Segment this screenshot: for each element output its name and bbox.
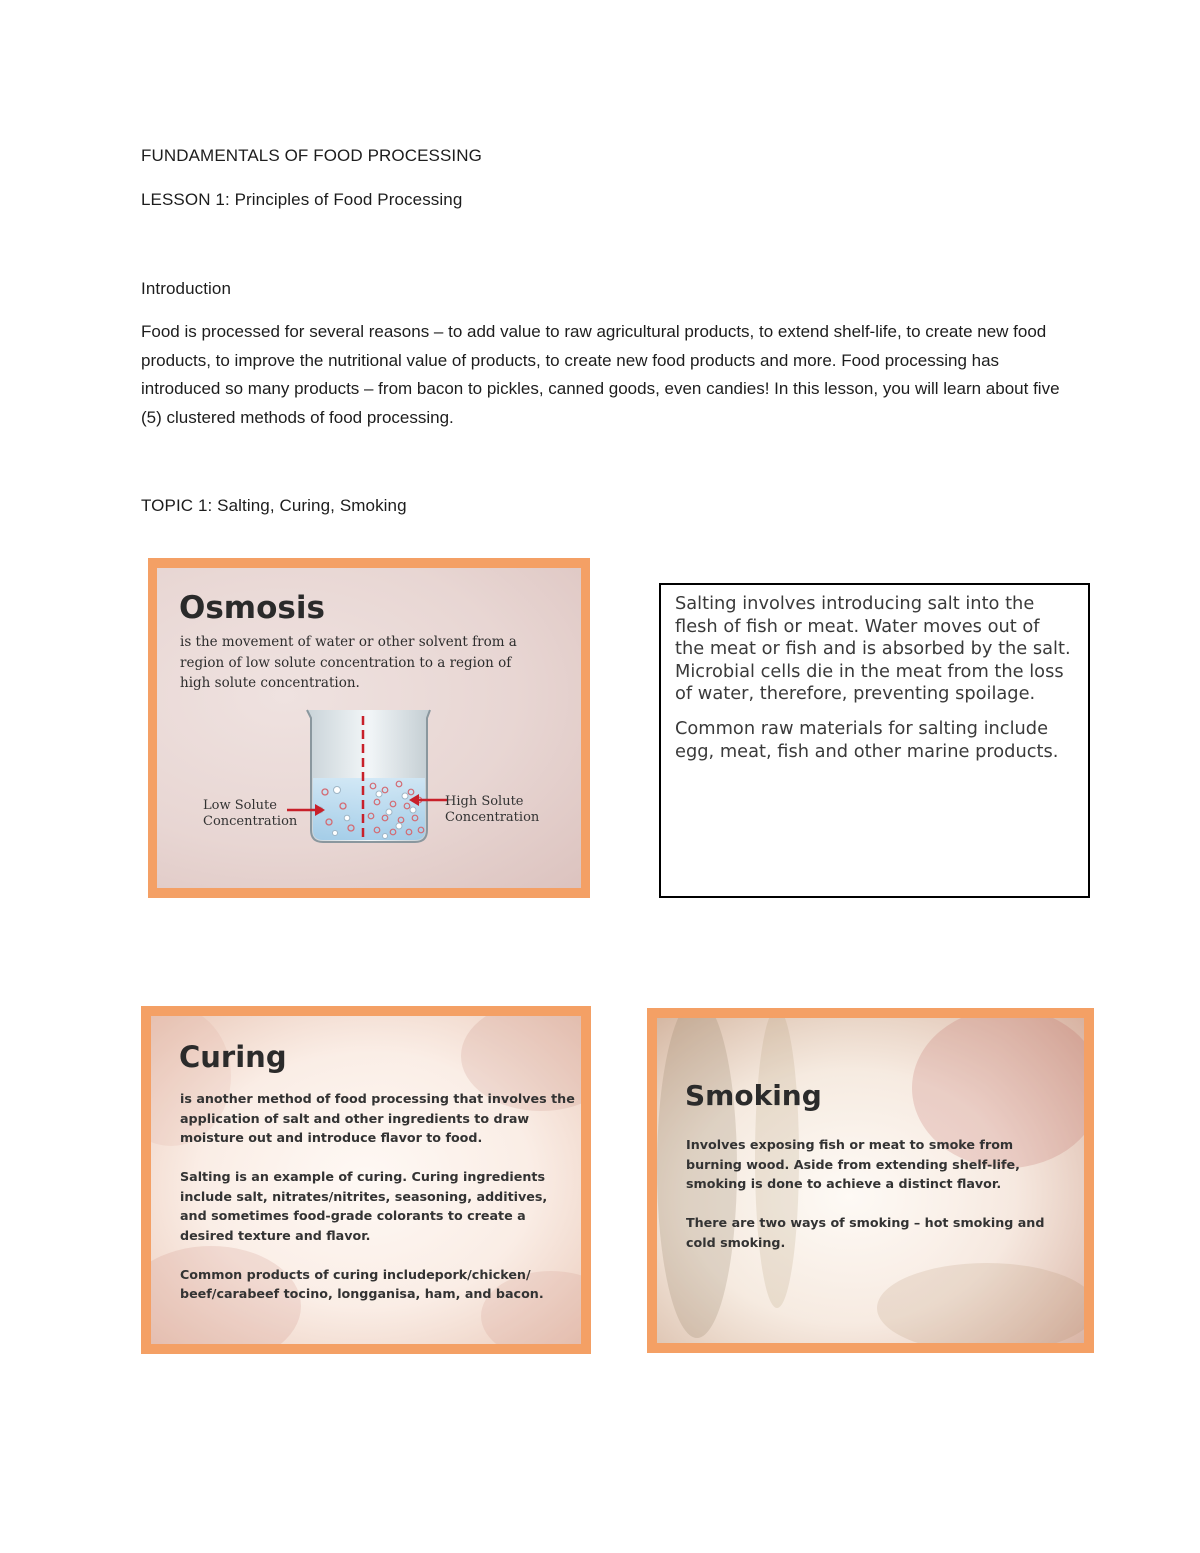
lesson-title: LESSON 1: Principles of Food Processing <box>141 190 463 209</box>
smoking-paragraph-2: There are two ways of smoking – hot smoking and cold smoking. <box>686 1215 1045 1250</box>
salting-paragraph-1: Salting involves introducing salt into the flesh of fish or meat. Water moves out of the meat or fish and is absorbed by the salt. Microbial cells die in the meat from the loss of water, therefore, preventing spoilage. <box>675 593 1071 705</box>
curing-slide-content <box>151 1016 581 1344</box>
curing-paragraph-3: Common products of curing includepork/chicken/ beef/carabeef tocino, longganisa, ham, and bacon. <box>180 1266 544 1301</box>
beaker-illustration <box>157 568 581 888</box>
curing-slide-image <box>141 1006 591 1354</box>
introduction-paragraph: Food is processed for several reasons – to add value to raw agricultural products, to extend shelf-life, to create new food products, to improve the nutritional value of products, to create new food products and more. Food processing has introduced so many products – from bacon to pickles, canned goods, even candies! In this lesson, you will learn about five (5) clustered methods of food processing. <box>141 322 1060 427</box>
salting-paragraph-2: Common raw materials for salting include egg, meat, fish and other marine products. <box>675 717 1059 762</box>
document-title: FUNDAMENTALS OF FOOD PROCESSING <box>141 146 482 165</box>
smoking-slide-image <box>647 1008 1094 1353</box>
curing-paragraph-1: is another method of food processing that involves the application of salt and other ingredients to draw moisture out and introduce flavor to food. <box>180 1091 575 1145</box>
osmosis-slide-content <box>157 568 581 888</box>
osmosis-description: is the movement of water or other solvent from a region of low solute concentration to a region of high solute concentration. <box>180 634 517 691</box>
osmosis-title: Osmosis <box>179 590 325 626</box>
low-solute-label: Low Solute Concentration <box>203 798 298 829</box>
smoking-title: Smoking <box>685 1079 822 1112</box>
osmosis-slide-image <box>148 558 590 898</box>
curing-paragraph-2: Salting is an example of curing. Curing ingredients include salt, nitrates/nitrites, seasoning, additives, and sometimes food-grade colorants to create a desired texture and flavor. <box>180 1169 548 1243</box>
curing-title: Curing <box>179 1040 287 1074</box>
smoking-body <box>686 1135 1066 1272</box>
salting-text-box <box>659 583 1090 898</box>
high-solute-label: High Solute Concentration <box>445 794 540 825</box>
smoking-paragraph-1: Involves exposing fish or meat to smoke from burning wood. Aside from extending shelf-life, smoking is done to achieve a distinct flavor. <box>686 1137 1020 1191</box>
topic-heading: TOPIC 1: Salting, Curing, Smoking <box>141 496 407 515</box>
introduction-heading: Introduction <box>141 279 232 298</box>
smoking-slide-content <box>657 1018 1084 1343</box>
curing-body <box>180 1089 575 1323</box>
